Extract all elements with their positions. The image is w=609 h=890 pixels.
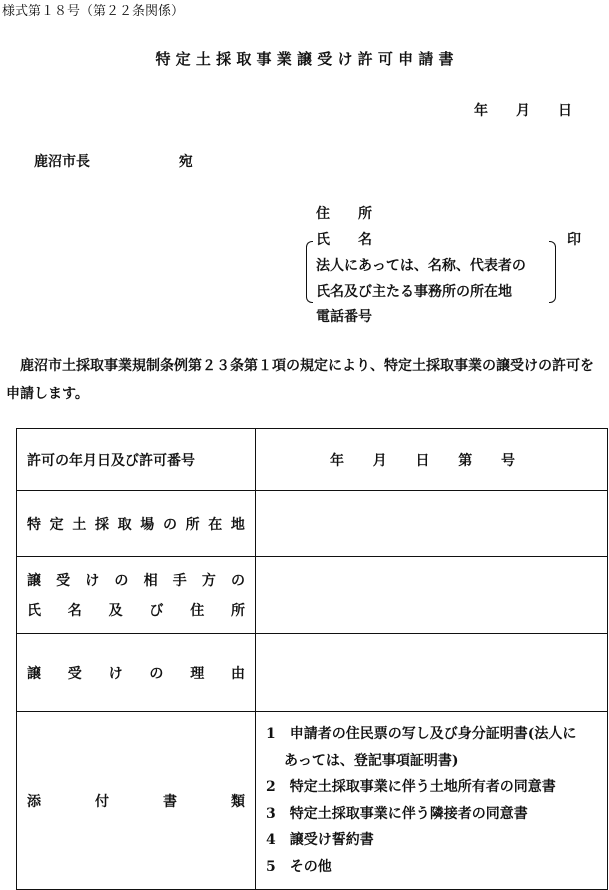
form-number: 様式第１８号（第２２条関係） [2, 4, 185, 19]
attachments-label [17, 712, 256, 890]
label-char: 受 [56, 573, 71, 589]
label-char: 場 [140, 516, 155, 533]
day-unit: 日 [415, 452, 430, 469]
counterparty-label [17, 557, 256, 634]
label-char: 取 [117, 516, 132, 533]
corporate-note-line2: 氏名及び主たる事務所の所在地 [316, 284, 512, 300]
addressee-name: 鹿沼市長 [34, 154, 90, 170]
label-char: 由 [230, 665, 245, 682]
label-char: 書 [163, 793, 177, 810]
label-char: 譲 [27, 573, 41, 589]
corporate-note-line1: 法人にあっては、名称、代表者の [316, 258, 526, 274]
label-char: 方 [201, 573, 216, 589]
attachment-item: 5 その他 [266, 858, 332, 875]
label-char: の [149, 665, 164, 682]
left-bracket [306, 241, 313, 303]
table-row [17, 634, 608, 712]
site-location-value [256, 491, 608, 557]
label-char: び [149, 603, 164, 619]
transfer-reason-label [17, 634, 256, 712]
label-char: 及 [108, 603, 123, 619]
label-char: 受 [67, 665, 82, 682]
attachment-item: 1 申請者の住民票の写し及び身分証明書(法人に [266, 726, 577, 742]
table-row [17, 429, 608, 491]
label-char: 住 [190, 603, 205, 619]
label-char: 譲 [27, 665, 41, 682]
application-table [16, 428, 608, 890]
table-row [17, 491, 608, 557]
counterparty-value [256, 557, 608, 634]
label-char: 相 [143, 573, 158, 589]
label-char: 付 [95, 793, 109, 810]
attachment-item: 3 特定土採取事業に伴う隣接者の同意書 [266, 805, 528, 822]
attachment-item: 4 譲受け誓約書 [266, 832, 374, 848]
transfer-reason-value [256, 634, 608, 712]
site-location-label [17, 491, 256, 557]
attachments-list [256, 712, 608, 890]
table-row [17, 712, 608, 890]
label-char: 地 [230, 516, 245, 533]
label-char: 特 [27, 516, 41, 533]
application-statement: 鹿沼市土採取事業規制条例第２３条第１項の規定により、特定土採取事業の譲受けの許可を申請します。 [6, 358, 594, 402]
label-char: 理 [190, 665, 205, 682]
label-char: 類 [231, 793, 245, 810]
page-title: 特 定 土 採 取 事 業 譲 受 け 許 可 申 請 書 [155, 50, 454, 68]
label-char: け [85, 573, 100, 589]
label-char: の [114, 573, 129, 589]
label-char: け [108, 665, 123, 682]
label-char: 所 [230, 603, 245, 619]
permit-date-number-label: 許可の年月日及び許可番号 [17, 429, 256, 491]
label-char: 所 [185, 516, 200, 533]
attachment-item: 2 特定土採取事業に伴う土地所有者の同意書 [266, 779, 556, 795]
right-bracket [549, 241, 556, 303]
label-char: 添 [27, 793, 41, 810]
label-char: 在 [208, 516, 223, 533]
number-prefix: 第 [458, 452, 473, 469]
label-char: 定 [49, 516, 64, 533]
attachment-item-continued: あっては、登記事項証明書) [284, 752, 459, 769]
permit-date-number-value [256, 429, 608, 491]
seal-mark: 印 [567, 232, 581, 248]
label-char: 手 [172, 573, 187, 589]
year-unit: 年 [330, 452, 344, 469]
label-char: 土 [72, 516, 87, 533]
addressee-honorific: 宛 [178, 154, 193, 170]
name-label: 氏 名 [316, 232, 372, 248]
label-char: の [162, 516, 177, 533]
label-char: 名 [67, 603, 82, 619]
label-char: 採 [94, 516, 109, 533]
number-suffix: 号 [501, 452, 515, 469]
phone-label: 電話番号 [316, 309, 372, 325]
address-label: 住 所 [316, 206, 372, 222]
label-char: の [230, 573, 245, 589]
date-line: 年 月 日 [474, 103, 572, 119]
month-unit: 月 [372, 452, 387, 469]
table-row [17, 557, 608, 634]
addressee [34, 151, 193, 171]
label-char: 氏 [27, 603, 41, 619]
